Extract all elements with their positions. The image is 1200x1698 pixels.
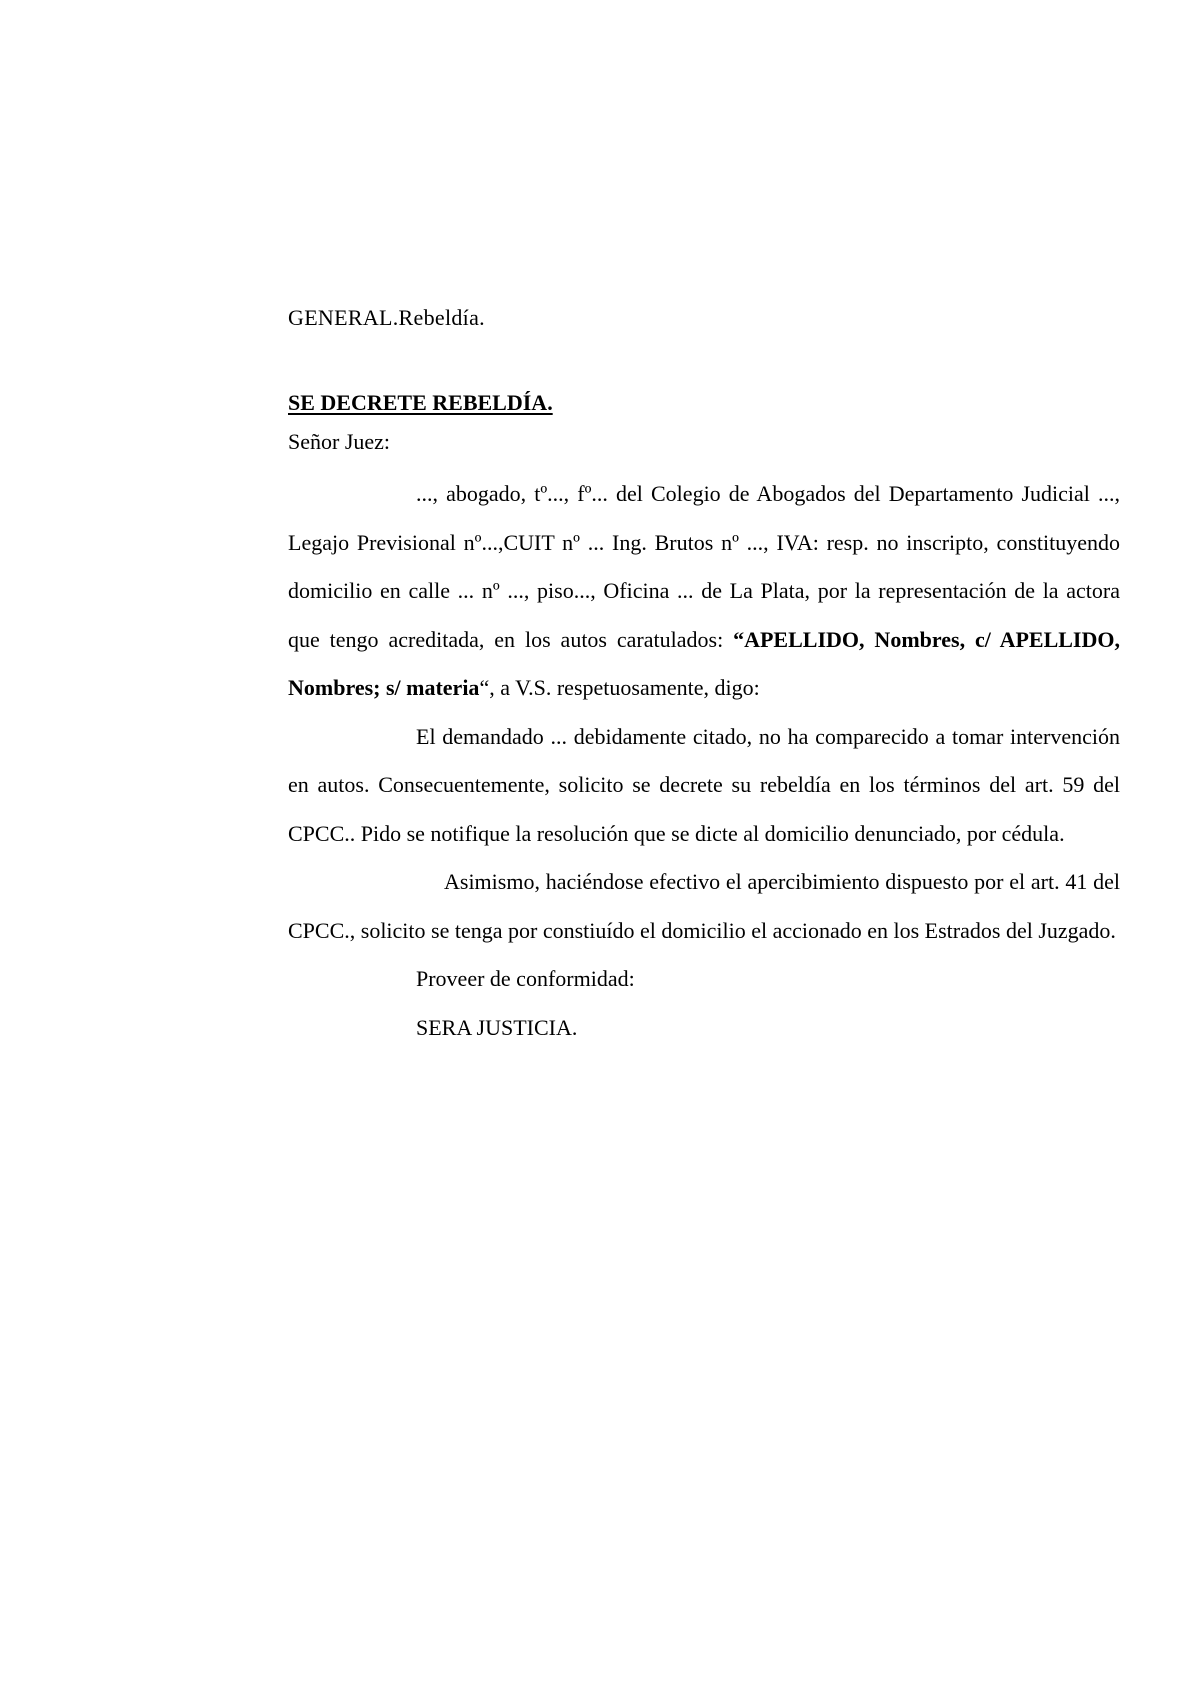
document-category: GENERAL.Rebeldía.: [288, 305, 485, 330]
intro-paragraph: [288, 470, 1120, 713]
salutation: Señor Juez:: [288, 429, 391, 454]
document-body: [288, 300, 1120, 1052]
intro-text-end: “, a V.S. respetuosamente, digo:: [479, 675, 760, 700]
case-title: “APELLIDO, Nombres, c/ APELLIDO, Nombres; s/ materia: [288, 626, 1120, 700]
default-paragraph: El demandado ... debidamente citado, no ha comparecido a tomar intervención en autos. Consecuentemente, solicito se decrete su rebeldía en los términos del art. 59 del CPCC.. Pido se notifique la resolución que se dicte al domicilio denunciado, por cédula.: [288, 723, 1120, 846]
domicile-paragraph: Asimismo, haciéndose efectivo el apercibimiento dispuesto por el art. 41 del CPCC., solicito se tenga por constiuído el domicilio el accionado en los Estrados del Juzgado.: [288, 869, 1120, 943]
closing-request: Proveer de conformidad:: [416, 966, 635, 991]
intro-text: ..., abogado, tº..., fº... del Colegio de Abogados del Departamento Judicial ..., Legajo Previsional nº...,CUIT nº ... Ing. Brutos nº ..., IVA: resp. no inscripto, constituyendo domicilio en calle ... nº ..., piso..., Oficina ... de La Plata, por la representación de la actora que tengo acreditada, en los autos caratulados:: [288, 481, 1120, 652]
document-heading: SE DECRETE REBELDÍA.: [288, 390, 553, 415]
closing-formula: SERA JUSTICIA.: [416, 1014, 578, 1040]
